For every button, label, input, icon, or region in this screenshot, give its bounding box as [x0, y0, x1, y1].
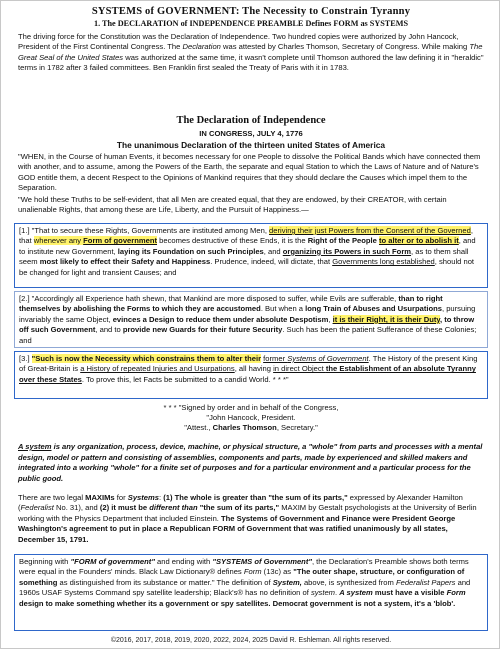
paragraph-truths: "We hold these Truths to be self-evident, that all Men are created equal, that they are endowed, by their CREATOR, with certain unalienable Rights, that among these are Life, Liberty, and the Pursuit of Happiness.—	[18, 195, 447, 215]
system-definition: A system is any organization, process, device, machine, or physical structure, a "whole" from parts and processes with a mental design, model or pattern and consisting of assemblies, components and parts, made by experienced and skilled makers and integrated into a working "whole" for a finite set of purposes and for a particular environment and a particular process for the public good.	[18, 442, 483, 483]
paragraph-when: "WHEN, in the Course of human Events, it becomes necessary for one People to dissolve the Political Bands which have connected them with another, and to assume, among the Powers of the Earth, the separate and equal Station to which the Laws of Nature and of Nature's GOD entitle them, a decent Respect to the Opinions of Mankind requires that they should declare the Causes which impel them to the Separation.	[18, 152, 481, 193]
quote-box-1	[14, 223, 488, 288]
quote-box-2	[14, 291, 488, 348]
form-definition-box	[14, 554, 488, 631]
quote-box-3	[14, 351, 488, 399]
intro-paragraph: The driving force for the Constitution was the Declaration of Independence. Two hundred copies were authorized by John Hancock, President of the First Continental Congress. The Declaration was attested by Charles Thomson, Secretary of Congress. While making The Great Seal of the United States was authorized at the same time, it wasn't complete until Thomson authored the law defining it in "heraldic" terms in 1782 after 3 failed committees. Ben Franklin first sealed the Treaty of Paris with it in 1783.	[18, 32, 484, 73]
quote-3-text: [3.] "Such is now the Necessity which constrains them to alter their former Systems of Government. The History of the present King of Great-Britain is a History of repeated Injuries and Usurpations, all having in direct Object the Establishment of an absolute Tyranny over these States. To prove this, let Facts be submitted to a candid World. * * *"	[19, 354, 478, 384]
unanimous-heading: The unanimous Declaration of the thirteen united States of America	[116, 140, 386, 150]
signature-line-2: "John Hancock, President.	[206, 413, 296, 422]
signature-line-1: * * * "Signed by order and in behalf of the Congress,	[163, 403, 339, 412]
copyright-footer: ©2016, 2017, 2018, 2019, 2020, 2022, 2024, 2025 David R. Eshleman. All rights reserved.	[110, 637, 392, 644]
form-definition-text: Beginning with "FORM of government" and ending with "SYSTEMS of Government", the Declaration's Preamble shows both terms were equal in the Founders' minds. Black Law Dictionary® defines Form (13c) as "The outer shape, structure, or configuration of something as distinguished from its substance or matter." The definition of System, above, is synthesized from Federalist Papers and 1960s USAF Systems Command spy satellite leadership; Black's® has no definition of system. A system must have a visible Form design to make something whether its a government or spy satellites. Democrat government is not a system, it's a 'blob'.	[19, 557, 471, 608]
congress-date: IN CONGRESS, JULY 4, 1776	[199, 129, 303, 138]
maxims-paragraph: There are two legal MAXIMs for Systems: (1) The whole is greater than "the sum of its parts," expressed by Alexander Hamilton (Federalist No. 31), and (2) it must be different than "the sum of its parts," MAXIM by Gestalt psychologists at the University of Berlin working with the Physics Department that included Einstein. The Systems of Government and Finance were President George Washington's agreement to put in place a Republican FORM of Government that was ratified unanimously by all states, December 15, 1791.	[18, 493, 477, 544]
quote-1-text: [1.] "That to secure these Rights, Governments are instituted among Men, deriving their just Powers from the Consent of the Governed, that whenever any Form of government becomes destructive of these Ends, it is the Right of the People to alter or to abolish it, and to institute new Government, laying its Foundation on such Principles, and organizing its Powers in such Form, as to them shall seem most likely to effect their Safety and Happiness. Prudence, indeed, will dictate, that Governments long established, should not be changed for light and transient Causes; and	[19, 226, 476, 277]
signature-line-3: "Attest., Charles Thomson, Secretary."	[184, 423, 318, 432]
declaration-title: The Declaration of Independence	[176, 115, 326, 126]
quote-2-text: [2.] "Accordingly all Experience hath shewn, that Mankind are more disposed to suffer, while Evils are sufferable, than to right themselves by abolishing the Forms to which they are accustomed. But when a long Train of Abuses and Usurpations, pursuing invariably the same Object, evinces a Design to reduce them under absolute Despotism, it is their Right, it is their Duty, to throw off such Government, and to provide new Guards for their future Security. Such has been the patient Sufferance of these Colonies; and	[19, 294, 477, 345]
document-title: SYSTEMS of GOVERNMENT: The Necessity to Constrain Tyranny	[91, 6, 411, 17]
document-subtitle: 1. The DECLARATION of INDEPENDENCE PREAMBLE Defines FORM as SYSTEMS	[93, 19, 409, 28]
